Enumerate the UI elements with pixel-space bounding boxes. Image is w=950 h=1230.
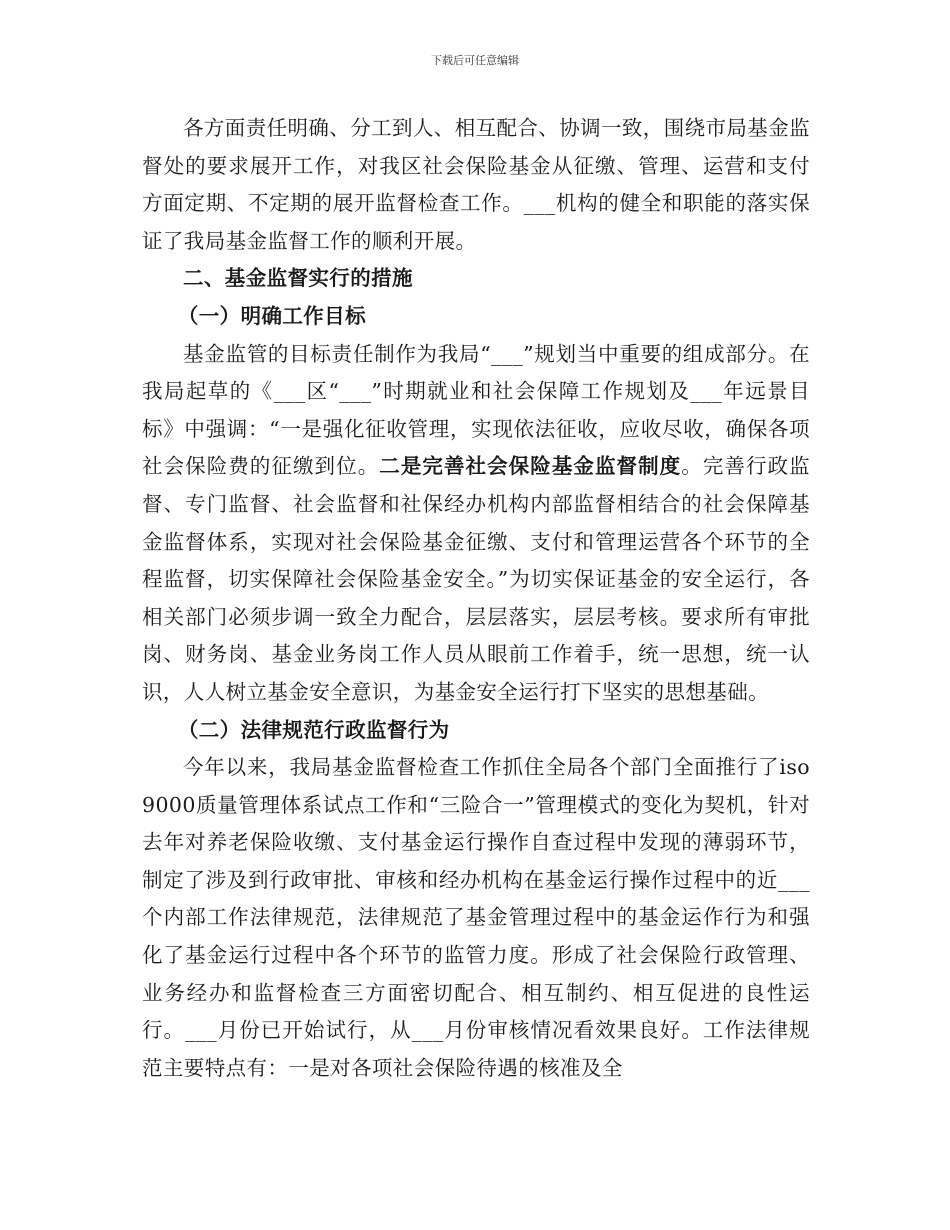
document-body — [142, 110, 810, 1087]
paragraph-goals-text-2: 。完善行政监督、专门监督、社会监督和社保经办机构内部监督相结合的社会保障基金监督体系，实现对社会保险基金征缴、支付和管理运营各个环节的全程监督，切实保障社会保险基金安全。”为切实保证基金的安全运行，各相关部门必须步调一致全力配合，层层落实，层层考核。要求所有审批岗、财务岗、基金业务岗工作人员从眼前工作着手，统一思想，统一认识，人人树立基金安全意识，为基金安全运行打下坚实的思想基础。 — [142, 454, 810, 704]
section-heading-measures: 二、基金监督实行的措施 — [183, 266, 413, 291]
subsection-heading-goals: （一）明确工作目标 — [177, 303, 366, 328]
paragraph-regulation: 今年以来，我局基金监督检查工作抓住全局各个部门全面推行了iso9000质量管理体系试点工作和“三险合一”管理模式的变化为契机，针对去年对养老保险收缴、支付基金运行操作自查过程中发现的薄弱环节，制定了涉及到行政审批、审核和经办机构在基金运行操作过程中的近___个内部工作法律规范，法律规范了基金管理过程中的基金运作行为和强化了基金运行过程中各个环节的监管力度。形成了社会保险行政管理、业务经办和监督检查三方面密切配合、相互制约、相互促进的良性运行。___月份已开始试行，从___月份审核情况看效果良好。工作法律规范主要特点有：一是对各项社会保险待遇的核准及全 — [142, 755, 810, 1080]
paragraph-goals — [142, 336, 810, 712]
paragraph-responsibilities: 各方面责任明确、分工到人、相互配合、协调一致，围绕市局基金监督处的要求展开工作，对我区社会保险基金从征缴、管理、运营和支付方面定期、不定期的展开监督检查工作。___机构的健全和职能的落实保证了我局基金监督工作的顺利开展。 — [142, 116, 810, 253]
subsection-heading-regulation: （二）法律规范行政监督行为 — [177, 717, 450, 742]
paragraph-goals-text-1: 基金监管的目标责任制作为我局“___”规划当中重要的组成部分。在我局起草的《___区“___”时期就业和社会保障工作规划及___年远景目标》中强调：“一是强化征收管理，实现依法征收，应收尽收，确保各项社会保险费的征缴到位。 — [142, 341, 810, 479]
paragraph-goals-bold: 二是完善社会保险基金监督制度 — [379, 454, 682, 479]
page-header: 下载后可任意编辑 — [431, 54, 519, 67]
